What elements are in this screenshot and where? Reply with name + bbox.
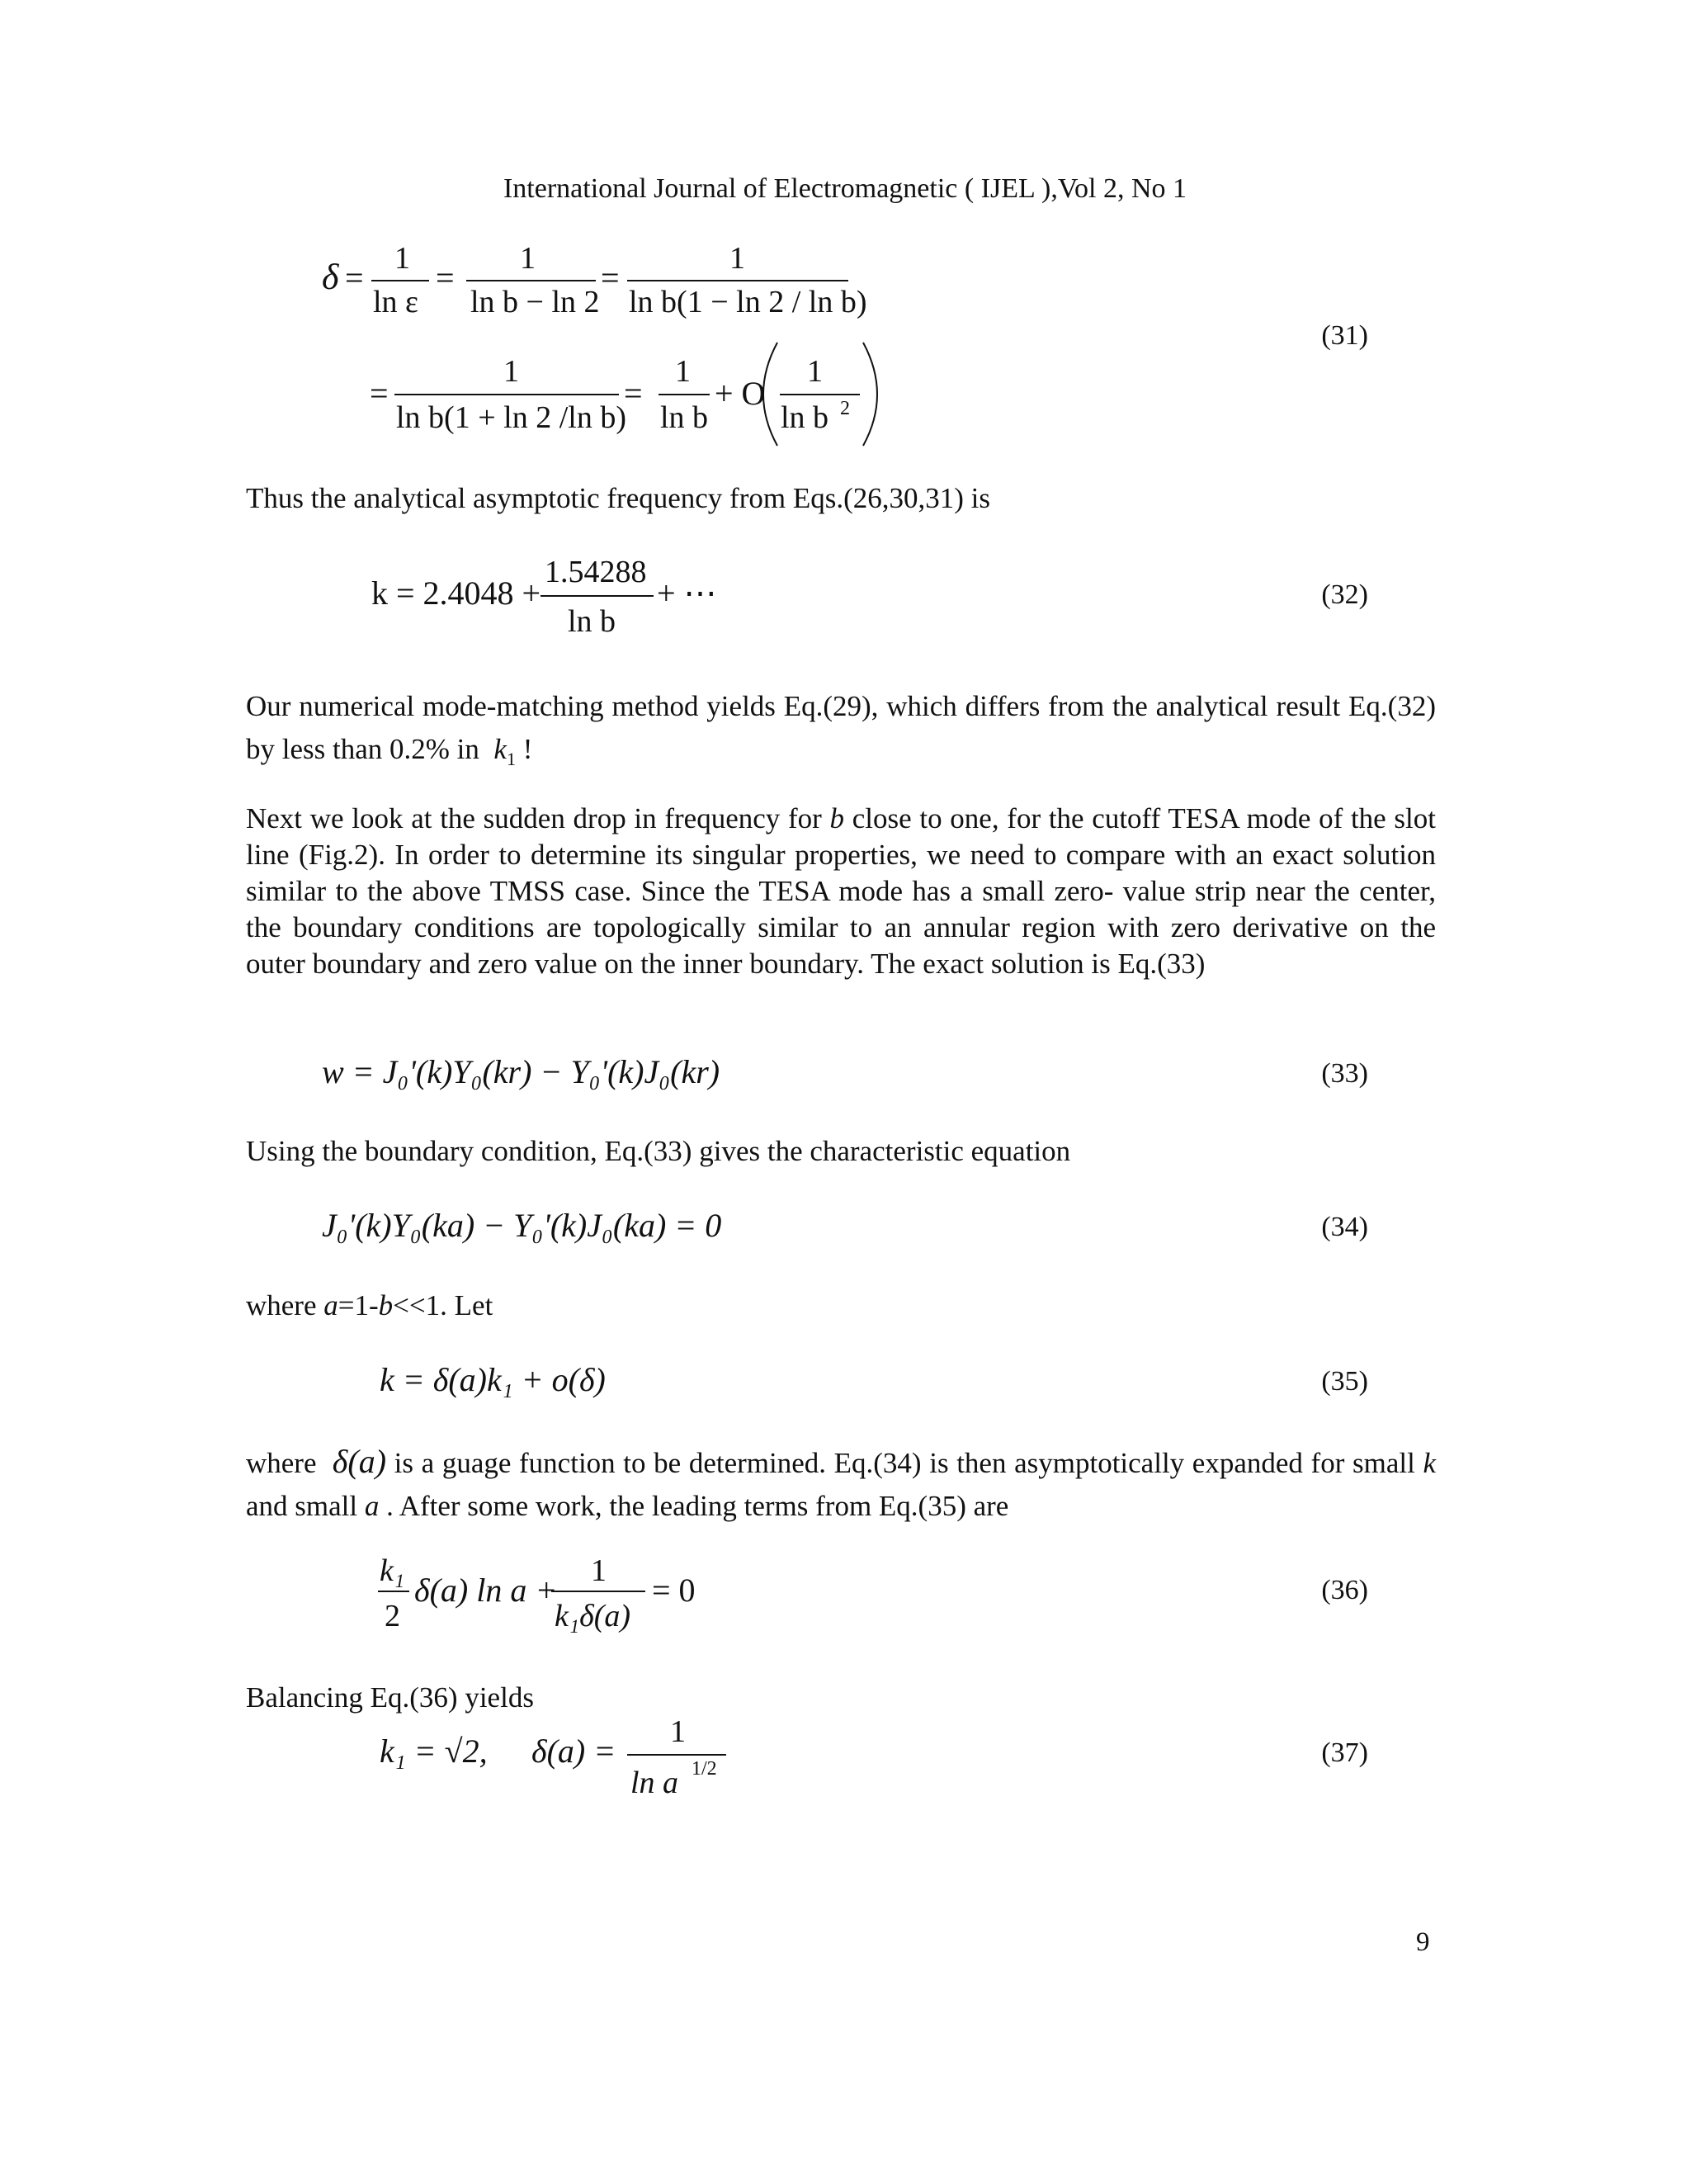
paragraph-2-sub: 1	[506, 749, 516, 769]
eq31-eq2: =	[436, 259, 455, 296]
eq31-eq4: =	[370, 375, 389, 412]
eq31-den3: ln b(1 − ln 2 / ln b)	[629, 285, 867, 319]
paragraph-4-text: Using the boundary condition, Eq.(33) gives the characteristic equation	[246, 1135, 1071, 1167]
eq31-den5: ln b	[660, 400, 709, 435]
paragraph-6-d: and small	[246, 1490, 365, 1522]
eq32-den: ln b	[568, 604, 616, 639]
eq31-den4: ln b(1 + ln 2 /ln b)	[396, 400, 626, 435]
eq-number-32: (32)	[1321, 579, 1368, 610]
eq31-num4: 1	[503, 354, 519, 389]
eq36-k1: k₁	[380, 1553, 405, 1588]
paragraph-5-c: =1-	[338, 1289, 379, 1321]
eq31-eq5: =	[624, 375, 643, 412]
eq33-text: w = J₀'(k)Y₀(kr) − Y₀'(k)J₀(kr)	[322, 1053, 720, 1090]
eq36-one: 1	[591, 1553, 607, 1588]
paragraph-3-start: Next we look at the sudden drop in frequency for	[246, 802, 830, 834]
eq31-plus-o: + O	[715, 375, 766, 412]
paragraph-7-text: Balancing Eq.(36) yields	[246, 1681, 534, 1714]
eq32-tail: + ⋯	[657, 574, 717, 612]
eq31-num5: 1	[675, 354, 691, 389]
paragraph-6-a-var: a	[364, 1490, 380, 1522]
eq37-den: ln a	[630, 1766, 679, 1800]
eq-number-36: (36)	[1321, 1575, 1368, 1605]
eq37-lhs: k₁ = √2,	[380, 1733, 488, 1770]
eq31-num1: 1	[394, 241, 410, 276]
paragraph-5-a: where	[246, 1289, 324, 1321]
eq31-num6: 1	[807, 354, 823, 389]
eq31-num2: 1	[520, 241, 536, 276]
eq-number-31: (31)	[1321, 320, 1368, 351]
paragraph-2-k: k	[493, 733, 507, 765]
paragraph-2-main: Our numerical mode-matching method yields Eq.(29), which differs from the analytical result Eq.(32) by less than 0.2% in	[246, 690, 1436, 765]
eq36-den: k₁δ(a)	[555, 1599, 631, 1633]
running-header: International Journal of Electromagnetic ( IJEL ),Vol 2, No 1	[503, 173, 1187, 204]
eq37-delta: δ(a) =	[531, 1733, 616, 1770]
eq31-num3: 1	[729, 241, 745, 276]
eq31-den1: ln ε	[373, 285, 419, 319]
eq31-den6: ln b	[781, 400, 829, 435]
eq32-lhs: k = 2.4048 +	[371, 574, 541, 612]
eq31-eq3: =	[601, 259, 620, 296]
paragraph-3-b: b	[829, 802, 845, 834]
eq36-two: 2	[385, 1599, 400, 1633]
paragraph-3-rest: close to one, for the cutoff TESA mode of the slot line (Fig.2). In order to determine its singular properties, we need to compare with an exact solution similar to the above TMSS case. Since the TESA mode has a small zero- value strip near the center, the boundary conditions are topologically similar to an annular region with zero derivative on the outer boundary and zero value on the inner boundary. The exact solution is Eq.(33)	[246, 802, 1436, 980]
eq35-text: k = δ(a)k₁ + o(δ)	[380, 1361, 606, 1398]
eq31-den2: ln b − ln 2	[470, 285, 600, 319]
eq-number-37: (37)	[1321, 1737, 1368, 1768]
paragraph-5-e: <<1. Let	[393, 1289, 493, 1321]
paragraph-2-end: !	[515, 733, 533, 765]
paragraph-5-b: a	[323, 1289, 338, 1321]
eq36-mid: δ(a) ln a +	[414, 1572, 558, 1609]
eq31-eq1: =	[345, 259, 364, 296]
paragraph-6-k: k	[1423, 1447, 1437, 1479]
eq36-rhs: = 0	[652, 1572, 696, 1609]
paragraph-5-d: b	[378, 1289, 394, 1321]
paragraph-1-text: Thus the analytical asymptotic frequency from Eqs.(26,30,31) is	[246, 482, 990, 514]
eq34-text: J₀'(k)Y₀(ka) − Y₀'(k)J₀(ka) = 0	[322, 1207, 722, 1244]
paragraph-6-delta: δ(a)	[332, 1443, 387, 1480]
page-number: 9	[1416, 1927, 1430, 1957]
eq32-num: 1.54288	[545, 555, 647, 589]
eq-number-34: (34)	[1321, 1212, 1368, 1242]
eq-number-33: (33)	[1321, 1058, 1368, 1089]
eq31-delta: δ	[322, 257, 339, 297]
eq37-one: 1	[670, 1714, 686, 1749]
paragraph-6-a: where	[246, 1447, 317, 1479]
eq31-square: 2	[840, 398, 850, 419]
paragraph-6-f: . After some work, the leading terms from Eq.(35) are	[379, 1490, 1009, 1522]
eq-number-35: (35)	[1321, 1366, 1368, 1397]
eq37-exp: 1/2	[692, 1758, 717, 1780]
paragraph-6-b: is a guage function to be determined. Eq.(34) is then asymptotically expanded for small	[386, 1447, 1423, 1479]
